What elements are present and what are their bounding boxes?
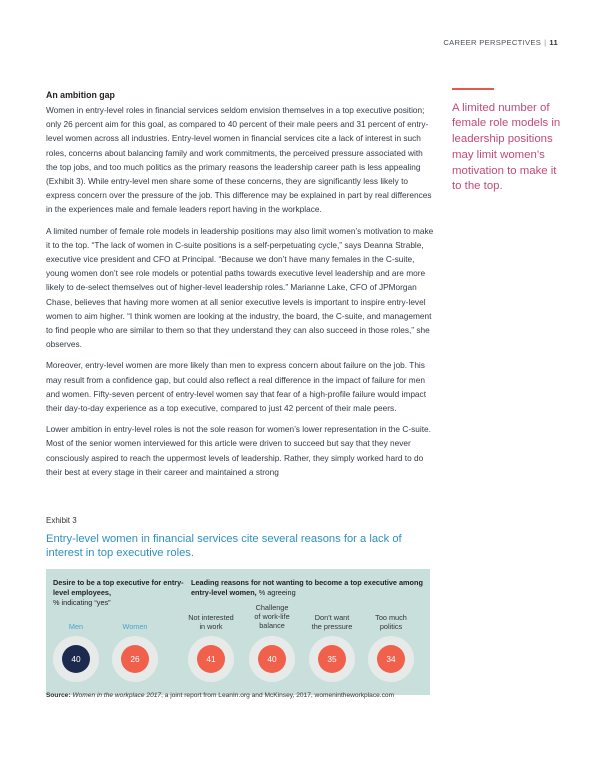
exhibit-3 [46,516,430,695]
pull-quote-rule [452,88,494,90]
label-work-life-line-1: Challenge [255,603,289,612]
exhibit-panel [46,569,430,695]
source-label: Source: [46,692,71,699]
value-pressure: 35 [318,645,346,673]
label-not-interested-line-1: Not interested [188,613,234,622]
article-body [46,90,434,486]
right-header-bold: Leading reasons for not wanting to become a top executive among entry-level women, [191,578,423,597]
label-not-interested-line-2: in work [199,622,223,631]
circle-pressure [309,636,355,682]
right-group-header [191,578,426,598]
header-section: CAREER PERSPECTIVES [443,38,542,47]
left-header-normal: % indicating “yes” [53,598,111,607]
paragraph-4: Lower ambition in entry-level roles is not the sole reason for women’s lower representation in the C-suite. Most of the senior women interviewed for this article were driven to succeed but say that they never consciously aspired to reach the uppermost levels of leadership. Rather, they simply worked hard to do their best at every stage in their career and maintained a strong [46,424,431,477]
label-pressure-line-1: Don’t want [314,613,350,622]
exhibit-title: Entry-level women in financial services cite several reasons for a lack of interest in top executive roles. [46,533,402,559]
label-work-life-balance [240,603,304,630]
paragraph-1: Women in entry-level roles in financial services seldom envision themselves in a top executive position; only 26 percent aim for this goal, as compared to 40 percent of their male peers and 31 percent of entry-level women across all industries. Entry-level women in financial services cite a lack of interest in such roles, concerns about balancing family and work commitments, the perceived pressure associated with the top jobs, and too much politics as the primary reasons the leadership career path is less appealing (Exhibit 3). While entry-level men share some of these concerns, they are significantly less likely to express concern over the pressure of the job. This difference may be explained in part by real differences in the experiences male and female leaders report having in the workplace. [46,105,432,215]
right-header-normal: % agreeing [258,588,296,597]
page-number: 11 [549,38,558,47]
running-header [443,38,558,47]
section-title: An ambition gap [46,90,115,100]
label-work-life-line-2: of work-life [254,612,290,621]
pull-quote [452,88,562,195]
paragraph-2: A limited number of female role models in leadership positions may also limit women’s motivation to make it to the top. “The lack of women in C-suite positions is a self-perpetuating cycle,” says Deanna Strable, executive vice president and CFO at Principal. “Because we don’t have many females in the C-suite, young women don’t see role models or potential paths towards executive level leadership and are more likely to de-select themselves out of higher-level leadership roles.” Marianne Lake, CFO of JPMorgan Chase, believes that having more women at all senior executive levels is important to inspire entry-level women to aim higher. “I think women are looking at the industry, the board, the C-suite, and management to find people who are similar to them so that they understand they can also succeed in those roles,” she observes. [46,225,434,350]
label-pressure-line-2: the pressure [311,622,353,631]
circle-politics [368,636,414,682]
label-politics-line-2: politics [379,622,403,631]
circle-men [53,636,99,682]
label-men: Men [68,622,84,631]
circle-work-life-balance [249,636,295,682]
paragraph-3: Moreover, entry-level women are more likely than men to express concern about failure on the job. This may result from a confidence gap, but could also reflect a real difference in the impact of failure for men and women. Fifty-seven percent of entry-level women say that fear of a high-profile failure would impact their day-to-day experience as a top executive, compared to just 42 percent of their male peers. [46,360,426,414]
left-group-header [53,578,193,608]
source-title: Women in the workplace 2017 [72,692,162,699]
left-header-bold: Desire to be a top executive for entry-level employees, [53,578,184,597]
label-work-life-line-3: balance [259,621,285,630]
label-pressure [300,613,364,631]
exhibit-source [46,692,566,699]
exhibit-label: Exhibit 3 [46,516,77,525]
value-work-life-balance: 40 [258,645,286,673]
value-not-interested: 41 [197,645,225,673]
pull-quote-text: A limited number of female role models in leadership positions may limit women’s motivation to make it to the top. [452,101,561,193]
circle-not-interested [188,636,234,682]
value-men: 40 [62,645,90,673]
circle-women [112,636,158,682]
value-politics: 34 [377,645,405,673]
header-separator: | [544,38,547,47]
label-not-interested [179,613,243,631]
label-politics [359,613,423,631]
label-women: Women [122,622,148,631]
label-politics-line-1: Too much [375,613,407,622]
source-rest: , a joint report from LeanIn.org and McKinsey, 2017, womenintheworkplace.com [161,692,395,699]
value-women: 26 [121,645,149,673]
